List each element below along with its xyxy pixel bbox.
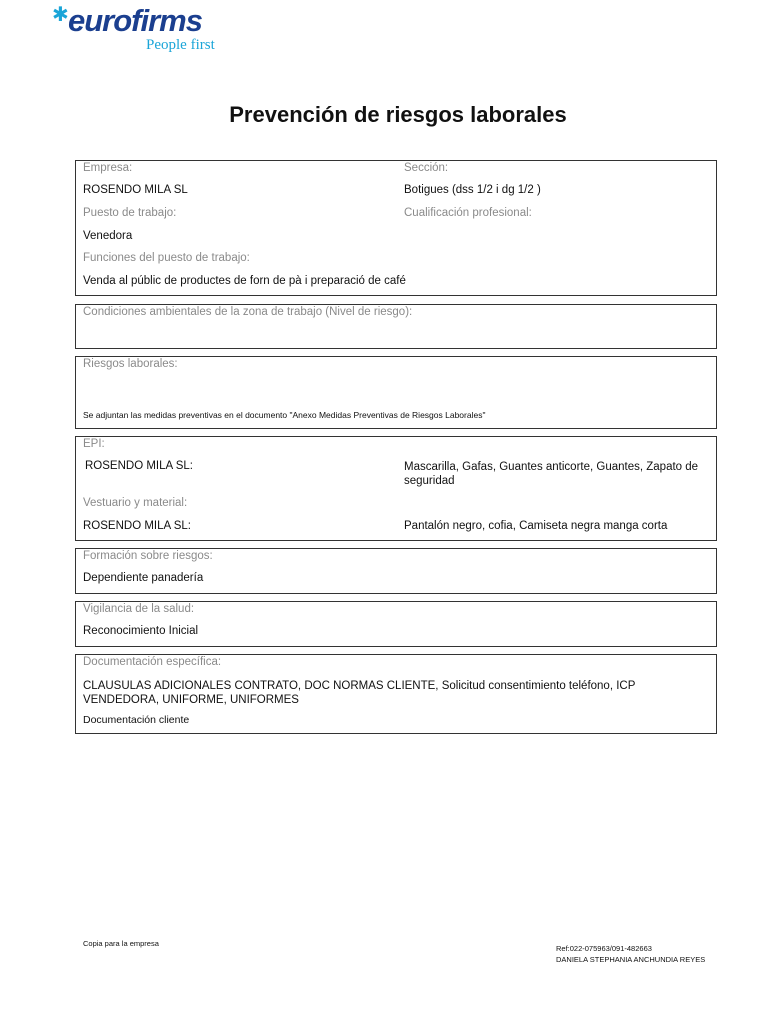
page-title: Prevención de riesgos laborales <box>229 102 567 127</box>
condiciones-label: Condiciones ambientales de la zona de trabajo (Nivel de riesgo): <box>83 306 413 318</box>
logo-brand: eurofirms <box>68 3 202 38</box>
empresa-value: ROSENDO MILA SL <box>83 184 188 196</box>
epi-label: EPI: <box>83 438 105 450</box>
vestuario-items: Pantalón negro, cofia, Camiseta negra manga corta <box>404 520 668 532</box>
documentacion-section <box>75 654 717 734</box>
riesgos-label: Riesgos laborales: <box>83 358 178 370</box>
formacion-section <box>75 548 717 594</box>
formacion-value: Dependiente panadería <box>83 572 204 584</box>
puesto-value: Venedora <box>83 230 133 242</box>
condiciones-section <box>75 304 717 349</box>
footer-copy: Copia para la empresa <box>83 939 159 948</box>
logo-star-icon: ✱ <box>52 2 69 26</box>
vigilancia-section <box>75 601 717 647</box>
funciones-label: Funciones del puesto de trabajo: <box>83 252 250 264</box>
vestuario-label: Vestuario y material: <box>83 497 188 509</box>
documentacion-value: CLAUSULAS ADICIONALES CONTRATO, DOC NORMAS CLIENTE, Solicitud consentimiento teléfono, ICP VENDEDORA, UNIFORME, UNIFORMES <box>83 680 636 706</box>
cualificacion-label: Cualificación profesional: <box>404 207 532 219</box>
seccion-label: Sección: <box>404 162 449 174</box>
logo-tagline: People first <box>146 37 215 53</box>
riesgos-note: Se adjuntan las medidas preventivas en el documento "Anexo Medidas Preventivas de Riesgos Laborales" <box>83 410 486 420</box>
riesgos-section <box>75 356 717 429</box>
empresa-label: Empresa: <box>83 162 133 174</box>
epi-items: Mascarilla, Gafas, Guantes anticorte, Guantes, Zapato de seguridad <box>404 461 699 487</box>
vigilancia-value: Reconocimiento Inicial <box>83 625 199 637</box>
formacion-label: Formación sobre riesgos: <box>83 550 213 562</box>
epi-company: ROSENDO MILA SL: <box>85 460 194 472</box>
general-info-section <box>75 160 717 296</box>
documentacion-extra: Documentación cliente <box>83 714 190 726</box>
vigilancia-label: Vigilancia de la salud: <box>83 603 195 615</box>
footer-name: DANIELA STEPHANIA ANCHUNDIA REYES <box>556 955 706 964</box>
footer-ref: Ref:022-075963/091-482663 <box>556 944 652 953</box>
funciones-value: Venda al públic de productes de forn de pà i preparació de café <box>83 275 406 287</box>
documentacion-label: Documentación específica: <box>83 656 222 668</box>
vestuario-company: ROSENDO MILA SL: <box>83 520 192 532</box>
seccion-value: Botigues (dss 1/2 i dg 1/2 ) <box>404 184 541 196</box>
eurofirms-logo <box>52 4 242 56</box>
epi-section <box>75 436 717 541</box>
puesto-label: Puesto de trabajo: <box>83 207 177 219</box>
